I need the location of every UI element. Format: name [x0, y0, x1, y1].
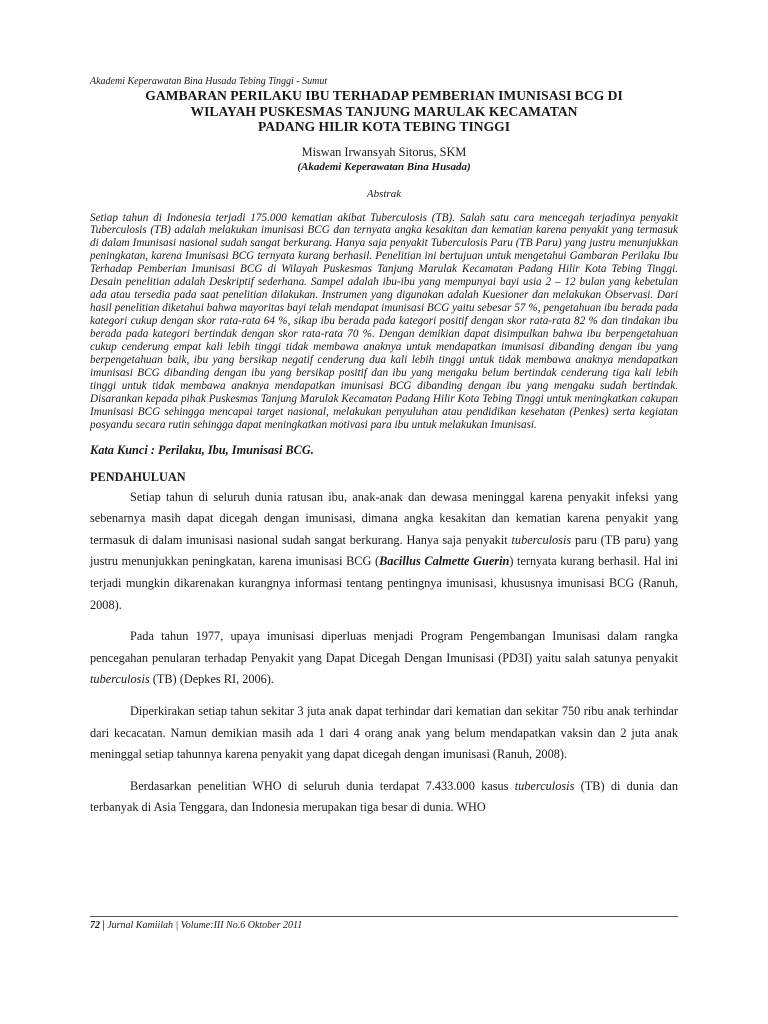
footer-separator-1: | [102, 920, 105, 931]
paper-title [90, 88, 678, 135]
paragraph-1-text-c: paru (TB paru) yang justru menunjukkan peningkatan, karena imunisasi BCG ( [90, 532, 678, 569]
paragraph-4-term-tuberculosis: tuberculosis [514, 778, 575, 793]
journal-volume: Volume:III No.6 Oktober 2011 [180, 920, 303, 931]
title-line-3: PADANG HILIR KOTA TEBING TINGGI [257, 119, 511, 134]
section-heading-pendahuluan: PENDAHULUAN [90, 469, 186, 484]
paragraph-2 [90, 626, 678, 691]
title-line-1: GAMBARAN PERILAKU IBU TERHADAP PEMBERIAN IMUNISASI BCG DI [145, 88, 623, 103]
paragraph-2-text-a: Pada tahun 1977, upaya imunisasi diperluas menjadi Program Pengembangan Imunisasi dalam rangka pencegahan penularan terhadap Penyakit yang Dapat Dicegah Dengan Imunisasi (PD3I) yaitu salah satunya penyakit [90, 629, 678, 665]
page-number: 72 [90, 920, 100, 931]
paragraph-1 [90, 487, 678, 617]
abstract-heading: Abstrak [366, 187, 402, 200]
paragraph-4-text-c: (TB) di dunia dan terbanyak di Asia Tenggara, dan Indonesia merupakan tiga besar di dunia. WHO [90, 778, 678, 815]
institution-header-note: Akademi Keperawatan Bina Husada Tebing Tinggi - Sumut [90, 76, 328, 87]
journal-name: Jurnal Kamiilah [107, 920, 174, 931]
paragraph-3: Diperkirakan setiap tahun sekitar 3 juta anak dapat terhindar dari kematian dan sekitar 750 ribu anak terhindar dari kecacatan. Namun demikian masih ada 1 dari 4 orang anak yang belum mendapatkan vaksin dan 2 juta anak meninggal setiap tahunnya karena penyakit yang dapat dicegah dengan imunisasi (Ranuh, 2008). [90, 704, 678, 762]
paragraph-4 [90, 776, 678, 819]
footer-separator-2: | [175, 920, 179, 931]
abstract-text: Setiap tahun di Indonesia terjadi 175.000 kematian akibat Tuberculosis (TB). Salah satu cara mencegah terjadinya penyakit Tuberculosis (TB) adalah melakukan imunisasi BCG dan ternyata angka kesakitan dan kematian karena penyakit yang termasuk di dalam Imunisasi nasional sudah sangat berkurang. Hanya saja penyakit Tuberculosis Paru (TB Paru) yang justru menunjukkan peningkatan, karena Imunisasi BCG ternyata kurang berhasil. Penelitian ini bertujuan untuk mengetahui Gambaran Perilaku Ibu Terhadap Pemberian Imunisasi BCG di Wilayah Puskesmas Tanjung Marulak Kecamatan Padang Hilir Kota Tebing Tinggi. Desain penelitian adalah Deskriptif sederhana. Sampel adalah ibu-ibu yang mempunyai bayi usia 2 – 12 bulan yang kebetulan ada atau tersedia pada saat penelitian dilakukan. Instrumen yang digunakan adalah Kuesioner dan melakukan Observasi. Dari hasil penelitian diketahui bahwa mayoritas bayi telah mendapat imunisasi BCG yaitu sebesar 57 %, pengetahuan ibu berada pada kategori cukup dengan skor rata-rata 64 %, sikap ibu berada pada kategori positif dengan skor rata-rata 82 % dan tindakan ibu berada pada kategori bertindak dengan skor rata-rata 70 %. Dengan demikian dapat disimpulkan bahwa ibu berpengetahuan cukup cenderung empat kali lebih tinggi tidak membawa anaknya untuk mendapatkan imunisasi dibanding dengan ibu yang berpengetahuan baik, ibu yang bersikap negatif cenderung dua kali lebih tinggi untuk tidak membawa anaknya mendapatkan imunisasi BCG dibanding dengan ibu yang bersikap positif dan ibu yang mengaku belum bertindak cenderung tiga kali lebih tinggi untuk tidak membawa anaknya mendapatkan imunisasi BCG dibanding dengan ibu yang mengaku sudah bertindak. Disarankan kepada pihak Puskesmas Tanjung Marulak Kecamatan Padang Hilir Kota Tebing Tinggi untuk meningkatkan cakupan Imunisasi BCG sehingga mencapai target nasional, melakukan penyuluhan atau pendidikan kesehatan (Penkes) serta kegiatan posyandu secara rutin sehingga dapat meningkatkan motivasi para ibu untuk melakukan Imunisasi. [90, 211, 678, 431]
paragraph-1-text-a: Setiap tahun di seluruh dunia ratusan ibu, anak-anak dan dewasa meninggal karena penyakit infeksi yang sebenarnya masih dapat dicegah dengan imunisasi, dimana angka kesakitan dan kematian karena penyakit yang termasuk di dalam imunisasi nasional sudah sangat berkurang. Hanya saja penyakit [90, 489, 678, 547]
paper-page [90, 76, 678, 819]
keywords: Kata Kunci : Perilaku, Ibu, Imunisasi BCG. [90, 442, 314, 457]
author-affiliation: (Akademi Keperawatan Bina Husada) [297, 160, 471, 173]
paragraph-1-term-tuberculosis: tuberculosis [511, 532, 572, 547]
title-line-2: WILAYAH PUSKESMAS TANJUNG MARULAK KECAMATAN [190, 103, 578, 119]
page-footer [90, 916, 678, 932]
paragraph-1-term-bcg: Bacillus Calmette Guerin [379, 554, 510, 569]
paragraph-2-term-tuberculosis: tuberculosis [90, 672, 150, 687]
author-name: Miswan Irwansyah Sitorus, SKM [301, 144, 467, 159]
paragraph-4-text-a: Berdasarkan penelitian WHO di seluruh dunia terdapat 7.433.000 kasus [130, 778, 515, 793]
paragraph-1-text-e: ) ternyata kurang berhasil. Hal ini terjadi mungkin dikarenakan kurangnya informasi tentang pentingnya imunisasi, khususnya imunisasi BCG (Ranuh, 2008). [90, 554, 678, 612]
paragraph-2-text-c: (TB) (Depkes RI, 2006). [149, 672, 274, 687]
